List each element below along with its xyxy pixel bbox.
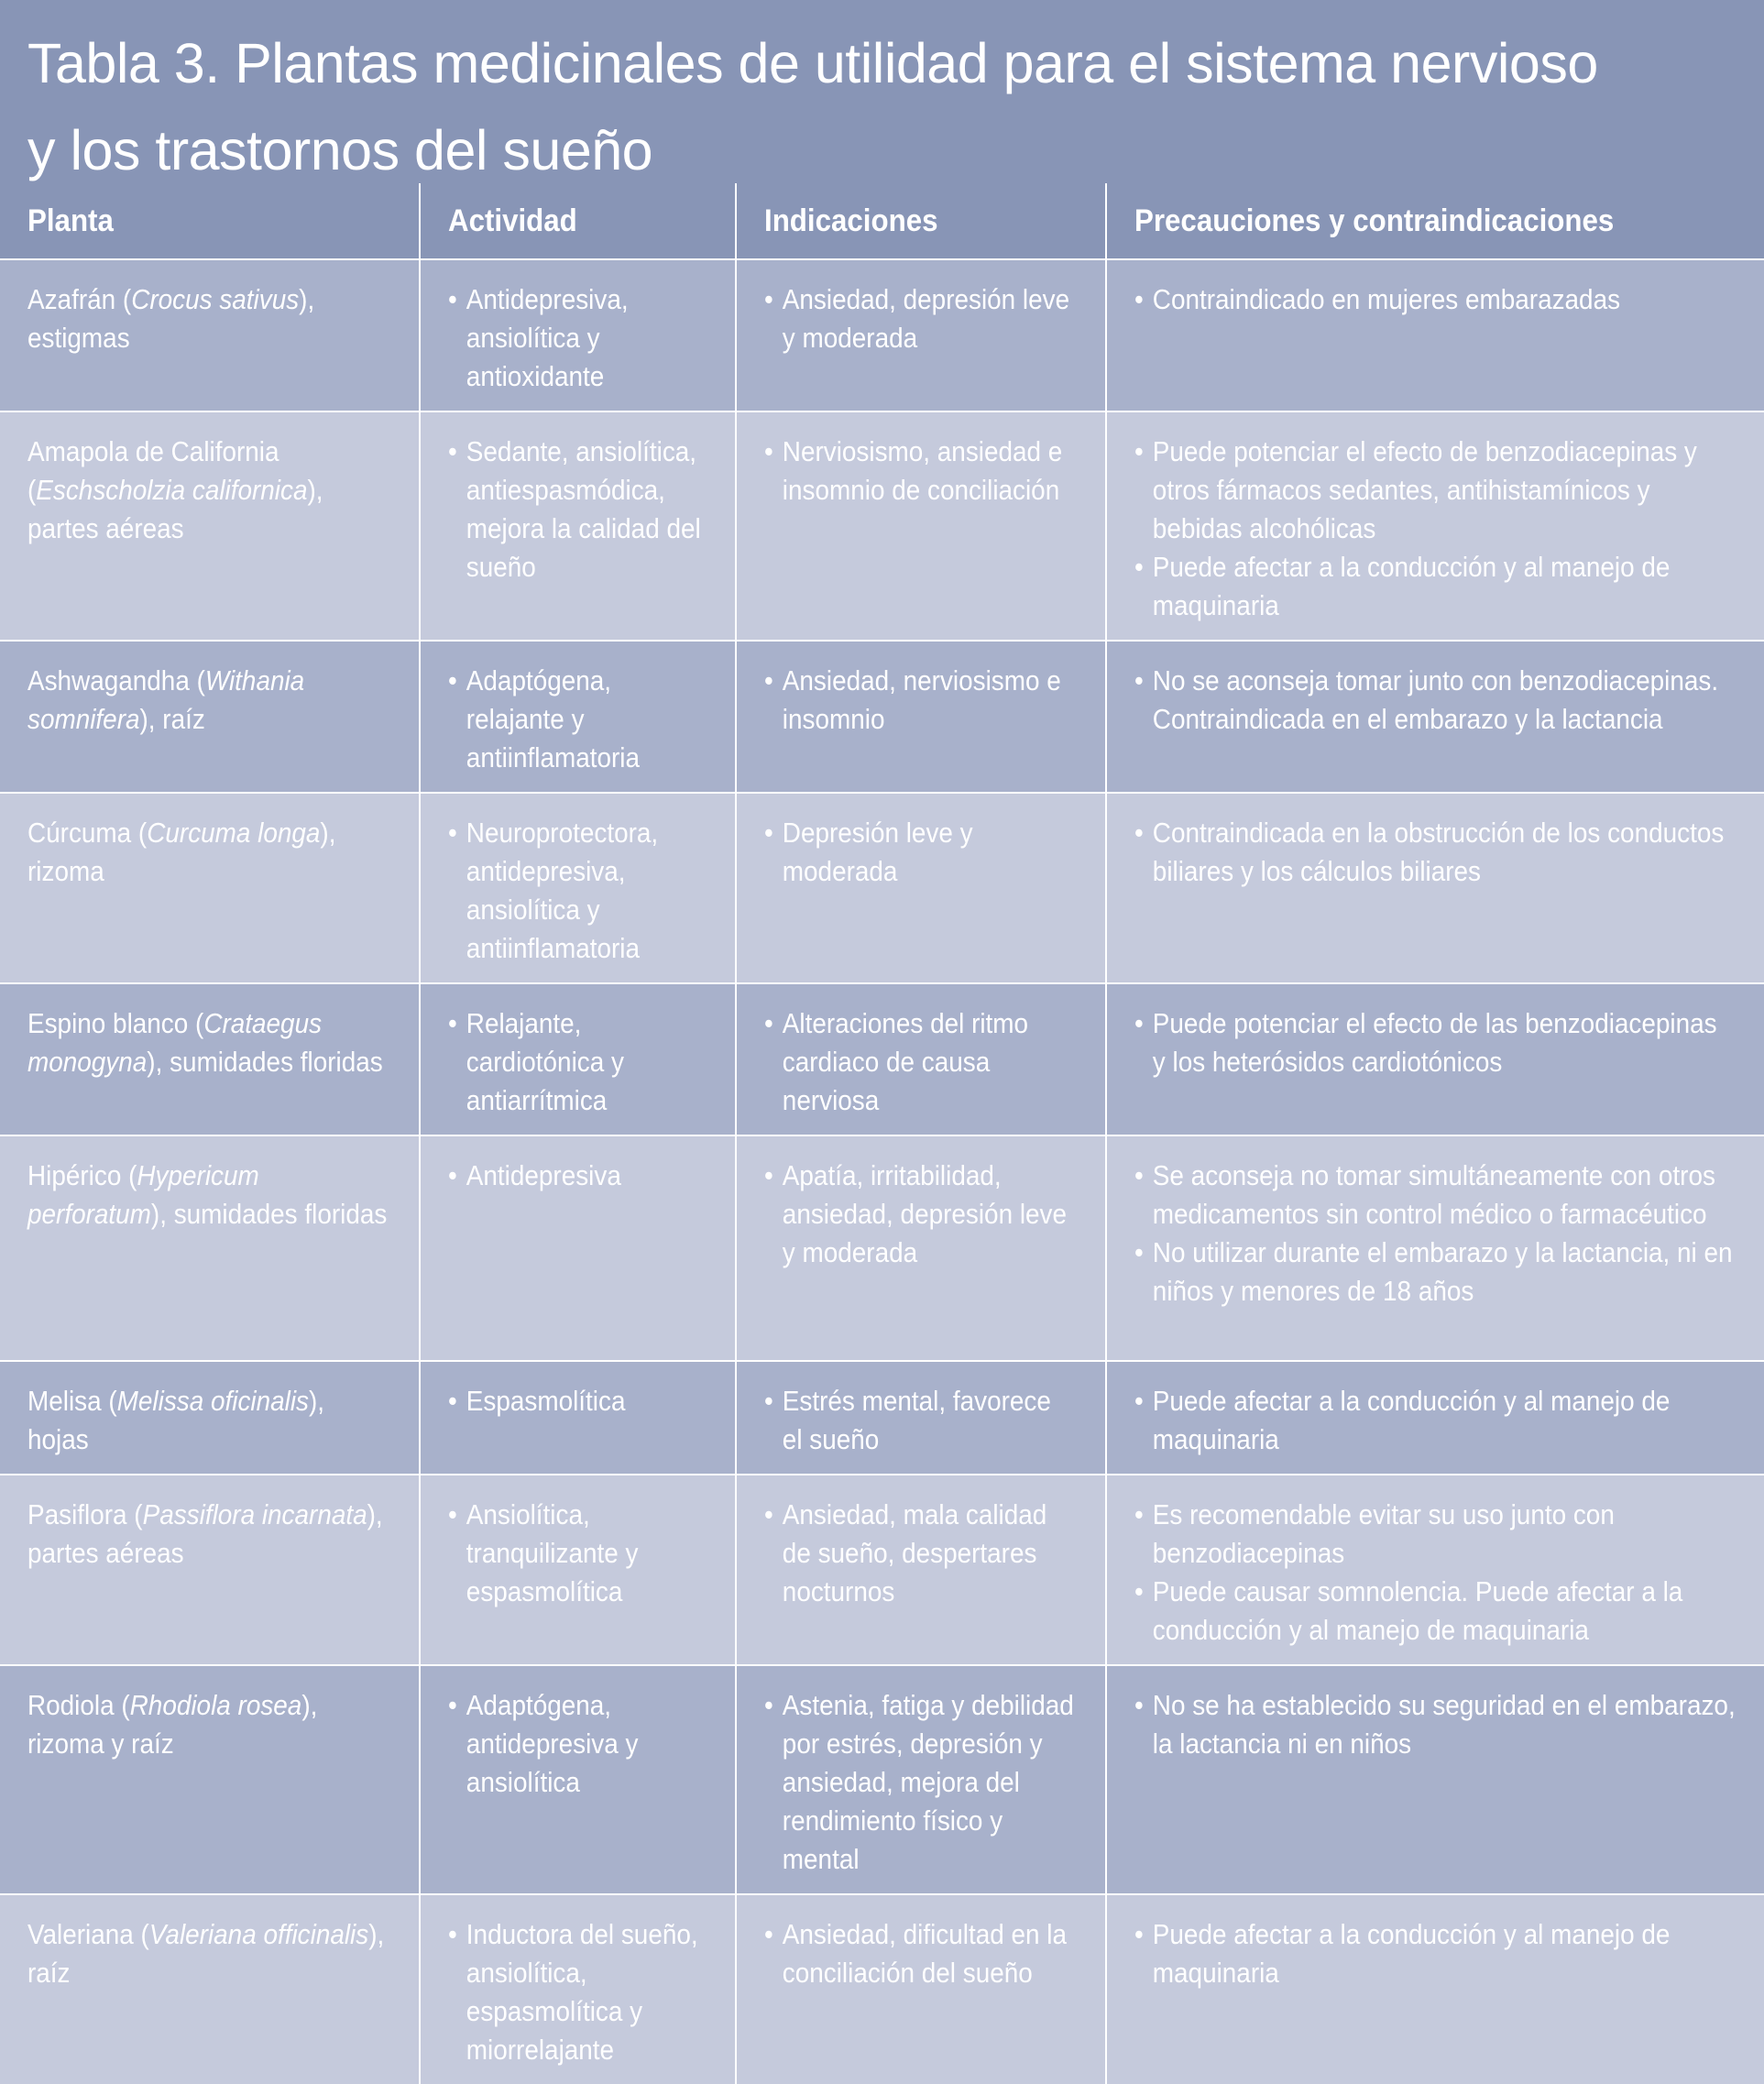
bullet-list — [764, 1382, 1078, 1459]
bullet-list — [1134, 814, 1736, 891]
cell-content — [27, 1686, 391, 1763]
plant-cell — [0, 1893, 421, 2084]
cell-content — [448, 1004, 707, 1120]
table-title — [0, 0, 1764, 183]
cell-content — [27, 1157, 391, 1234]
bullet-item: • No utilizar durante el embarazo y la lactancia, ni en niños y menores de 18 años — [1134, 1234, 1736, 1311]
plant-latin-name: Curcuma longa — [147, 817, 321, 849]
cell-content — [1134, 1915, 1736, 1992]
bullet-item: • Astenia, fatiga y debilidad por estrés, depresión y ansiedad, mejora del rendimiento físico y mental — [764, 1686, 1078, 1879]
plant-common-name: Valeriana ( — [27, 1918, 149, 1950]
bullet-list — [764, 814, 1078, 891]
col-header-indicaciones: Indicaciones — [737, 183, 1107, 258]
bullet-list — [1134, 1382, 1736, 1459]
plant-part: ), estigmas — [27, 283, 315, 354]
bullet-item: • Ansiedad, depresión leve y moderada — [764, 280, 1078, 357]
activity-cell — [421, 792, 737, 982]
bullet-list — [448, 1496, 707, 1611]
bullet-list — [448, 814, 707, 968]
cell-content — [1134, 1686, 1736, 1763]
bullet-item: • Es recomendable evitar su uso junto con benzodiacepinas — [1134, 1496, 1736, 1573]
cell-content — [27, 1004, 391, 1081]
bullet-list — [448, 1686, 707, 1802]
bullet-item: • Antidepresiva — [448, 1157, 707, 1195]
plant-latin-name: Eschscholzia californica — [36, 474, 308, 506]
plant-latin-name: Crocus sativus — [131, 283, 300, 315]
plant-cell — [0, 258, 421, 411]
bullet-list — [448, 662, 707, 777]
table-row — [0, 258, 1764, 411]
cell-content — [27, 1915, 391, 1992]
bullet-list — [764, 433, 1078, 510]
precautions-cell — [1107, 982, 1764, 1135]
plant-latin-name: Melissa oficinalis — [116, 1385, 309, 1417]
plant-part: ), hojas — [27, 1385, 325, 1455]
col-header-planta: Planta — [0, 183, 421, 258]
table-row — [0, 1664, 1764, 1893]
indications-cell — [737, 982, 1107, 1135]
plant-part: ), raíz — [27, 1918, 385, 1989]
precautions-cell — [1107, 792, 1764, 982]
cell-content — [448, 1496, 707, 1611]
cell-content — [1134, 1496, 1736, 1650]
bullet-item: • Inductora del sueño, ansiolítica, espasmolítica y miorrelajante — [448, 1915, 707, 2069]
bullet-item: • Depresión leve y moderada — [764, 814, 1078, 891]
cell-content — [1134, 1382, 1736, 1459]
bullet-list — [1134, 1496, 1736, 1650]
cell-content — [448, 280, 707, 396]
bullet-list — [1134, 1004, 1736, 1081]
plant-cell — [0, 982, 421, 1135]
bullet-item: • Estrés mental, favorece el sueño — [764, 1382, 1078, 1459]
bullet-item: • Contraindicada en la obstrucción de los conductos biliares y los cálculos biliares — [1134, 814, 1736, 891]
cell-content — [27, 1496, 391, 1573]
bullet-list — [1134, 1157, 1736, 1311]
cell-content — [1134, 814, 1736, 891]
cell-content — [764, 433, 1078, 510]
bullet-item: • Puede afectar a la conducción y al manejo de maquinaria — [1134, 548, 1736, 625]
cell-content — [764, 1157, 1078, 1272]
cell-content — [764, 1686, 1078, 1879]
cell-content — [448, 1382, 707, 1420]
table-row — [0, 1360, 1764, 1474]
cell-content — [764, 814, 1078, 891]
plant-cell — [0, 1474, 421, 1664]
plant-part: ), rizoma y raíz — [27, 1689, 318, 1760]
plant-cell — [0, 1135, 421, 1360]
precautions-cell — [1107, 1360, 1764, 1474]
bullet-list — [764, 1496, 1078, 1611]
bullet-item: • Ansiedad, nerviosismo e insomnio — [764, 662, 1078, 739]
cell-content — [764, 1382, 1078, 1459]
plant-part: ), sumidades floridas — [147, 1046, 383, 1078]
cell-content — [1134, 1157, 1736, 1311]
plant-common-name: Rodiola ( — [27, 1689, 130, 1721]
bullet-item: • Adaptógena, antidepresiva y ansiolítica — [448, 1686, 707, 1802]
plant-common-name: Cúrcuma ( — [27, 817, 148, 849]
bullet-list — [764, 1004, 1078, 1120]
plant-cell — [0, 792, 421, 982]
table-row — [0, 411, 1764, 640]
indications-cell — [737, 411, 1107, 640]
bullet-list — [448, 1004, 707, 1120]
plant-part: ), rizoma — [27, 817, 336, 887]
activity-cell — [421, 1360, 737, 1474]
bullet-list — [764, 662, 1078, 739]
bullet-list — [448, 1382, 707, 1420]
indications-cell — [737, 1664, 1107, 1893]
plant-common-name: Melisa ( — [27, 1385, 117, 1417]
indications-cell — [737, 792, 1107, 982]
table-row — [0, 792, 1764, 982]
cell-content — [27, 280, 391, 357]
table-row — [0, 1474, 1764, 1664]
plant-common-name: Espino blanco ( — [27, 1007, 204, 1039]
bullet-item: • Puede afectar a la conducción y al manejo de maquinaria — [1134, 1915, 1736, 1992]
bullet-item: • Apatía, irritabilidad, ansiedad, depresión leve y moderada — [764, 1157, 1078, 1272]
bullet-list — [448, 1915, 707, 2069]
bullet-item: • Adaptógena, relajante y antiinflamatoria — [448, 662, 707, 777]
plants-table — [0, 183, 1764, 2084]
cell-content — [1134, 280, 1736, 319]
plant-cell — [0, 640, 421, 792]
plant-part: ), partes aéreas — [27, 474, 323, 544]
plant-part: ), sumidades floridas — [150, 1198, 388, 1230]
cell-content — [1134, 662, 1736, 739]
table-row — [0, 1135, 1764, 1360]
bullet-item: • Ansiedad, mala calidad de sueño, despertares nocturnos — [764, 1496, 1078, 1611]
plant-cell — [0, 1360, 421, 1474]
plant-part: ), partes aéreas — [27, 1498, 383, 1569]
bullet-item: • Relajante, cardiotónica y antiarrítmica — [448, 1004, 707, 1120]
precautions-cell — [1107, 1135, 1764, 1360]
bullet-item: • Sedante, ansiolítica, antiespasmódica, mejora la calidad del sueño — [448, 433, 707, 587]
precautions-cell — [1107, 258, 1764, 411]
table-row — [0, 1893, 1764, 2084]
plant-common-name: Hipérico ( — [27, 1159, 137, 1191]
cell-content — [448, 814, 707, 968]
bullet-item: • Se aconseja no tomar simultáneamente con otros medicamentos sin control médico o farmacéutico — [1134, 1157, 1736, 1234]
bullet-list — [448, 280, 707, 396]
plant-latin-name: Valeriana officinalis — [148, 1918, 369, 1950]
plant-common-name: Pasiflora ( — [27, 1498, 143, 1530]
precautions-cell — [1107, 640, 1764, 792]
bullet-list — [764, 1915, 1078, 1992]
col-header-precauciones: Precauciones y contraindicaciones — [1107, 183, 1764, 258]
bullet-list — [764, 1686, 1078, 1879]
plant-latin-name: Crataegus monogyna — [27, 1007, 323, 1078]
activity-cell — [421, 1135, 737, 1360]
cell-content — [764, 1496, 1078, 1611]
bullet-item: • Nerviosismo, ansiedad e insomnio de conciliación — [764, 433, 1078, 510]
bullet-item: • Neuroprotectora, antidepresiva, ansiolítica y antiinflamatoria — [448, 814, 707, 968]
cell-content — [448, 1157, 707, 1195]
plant-cell — [0, 1664, 421, 1893]
cell-content — [1134, 1004, 1736, 1081]
bullet-list — [448, 1157, 707, 1195]
plant-common-name: Amapola de California ( — [27, 435, 279, 506]
cell-content — [1134, 433, 1736, 625]
bullet-list — [1134, 433, 1736, 625]
plant-latin-name: Hypericum perforatum — [27, 1159, 259, 1230]
cell-content — [448, 1915, 707, 2069]
bullet-list — [1134, 1686, 1736, 1763]
cell-content — [27, 814, 391, 891]
title-line-2: y los trastornos del sueño — [27, 119, 653, 181]
plant-cell — [0, 411, 421, 640]
bullet-item: • Espasmolítica — [448, 1382, 707, 1420]
plant-latin-name: Passiflora incarnata — [142, 1498, 367, 1530]
indications-cell — [737, 258, 1107, 411]
cell-content — [764, 1915, 1078, 1992]
activity-cell — [421, 982, 737, 1135]
bullet-item: • Puede afectar a la conducción y al manejo de maquinaria — [1134, 1382, 1736, 1459]
plant-part: ), raíz — [139, 703, 205, 735]
table-row — [0, 982, 1764, 1135]
bullet-item: • Ansiedad, dificultad en la conciliación del sueño — [764, 1915, 1078, 1992]
bullet-item: • Ansiolítica, tranquilizante y espasmolítica — [448, 1496, 707, 1611]
cell-content — [27, 662, 391, 739]
bullet-item: • Puede potenciar el efecto de las benzodiacepinas y los heterósidos cardiotónicos — [1134, 1004, 1736, 1081]
activity-cell — [421, 1474, 737, 1664]
precautions-cell — [1107, 411, 1764, 640]
indications-cell — [737, 1360, 1107, 1474]
indications-cell — [737, 1474, 1107, 1664]
bullet-list — [1134, 280, 1736, 319]
bullet-list — [764, 280, 1078, 357]
activity-cell — [421, 1893, 737, 2084]
cell-content — [764, 662, 1078, 739]
cell-content — [27, 433, 391, 548]
bullet-item: • No se aconseja tomar junto con benzodiacepinas. Contraindicada en el embarazo y la lactancia — [1134, 662, 1736, 739]
bullet-list — [448, 433, 707, 587]
indications-cell — [737, 640, 1107, 792]
bullet-list — [1134, 1915, 1736, 1992]
activity-cell — [421, 411, 737, 640]
cell-content — [27, 1382, 391, 1459]
bullet-item: • Alteraciones del ritmo cardiaco de causa nerviosa — [764, 1004, 1078, 1120]
indications-cell — [737, 1893, 1107, 2084]
cell-content — [448, 1686, 707, 1802]
cell-content — [448, 662, 707, 777]
precautions-cell — [1107, 1893, 1764, 2084]
bullet-list — [764, 1157, 1078, 1272]
activity-cell — [421, 1664, 737, 1893]
cell-content — [764, 280, 1078, 357]
bullet-item: • Puede potenciar el efecto de benzodiacepinas y otros fármacos sedantes, antihistamínicos y bebidas alcohólicas — [1134, 433, 1736, 548]
plant-latin-name: Rhodiola rosea — [129, 1689, 302, 1721]
activity-cell — [421, 640, 737, 792]
plant-common-name: Azafrán ( — [27, 283, 132, 315]
bullet-list — [1134, 662, 1736, 739]
table-row — [0, 640, 1764, 792]
bullet-item: • Antidepresiva, ansiolítica y antioxidante — [448, 280, 707, 396]
precautions-cell — [1107, 1664, 1764, 1893]
cell-content — [448, 433, 707, 587]
plant-latin-name: Withania somnifera — [27, 664, 305, 735]
bullet-item: • Puede causar somnolencia. Puede afectar a la conducción y al manejo de maquinaria — [1134, 1573, 1736, 1650]
bullet-item: • No se ha establecido su seguridad en el embarazo, la lactancia ni en niños — [1134, 1686, 1736, 1763]
activity-cell — [421, 258, 737, 411]
header-row — [0, 183, 1764, 258]
cell-content — [764, 1004, 1078, 1120]
title-line-1: Tabla 3. Plantas medicinales de utilidad para el sistema nervioso — [27, 32, 1598, 94]
indications-cell — [737, 1135, 1107, 1360]
bullet-item: • Contraindicado en mujeres embarazadas — [1134, 280, 1736, 319]
precautions-cell — [1107, 1474, 1764, 1664]
col-header-actividad: Actividad — [421, 183, 737, 258]
plant-common-name: Ashwagandha ( — [27, 664, 205, 696]
